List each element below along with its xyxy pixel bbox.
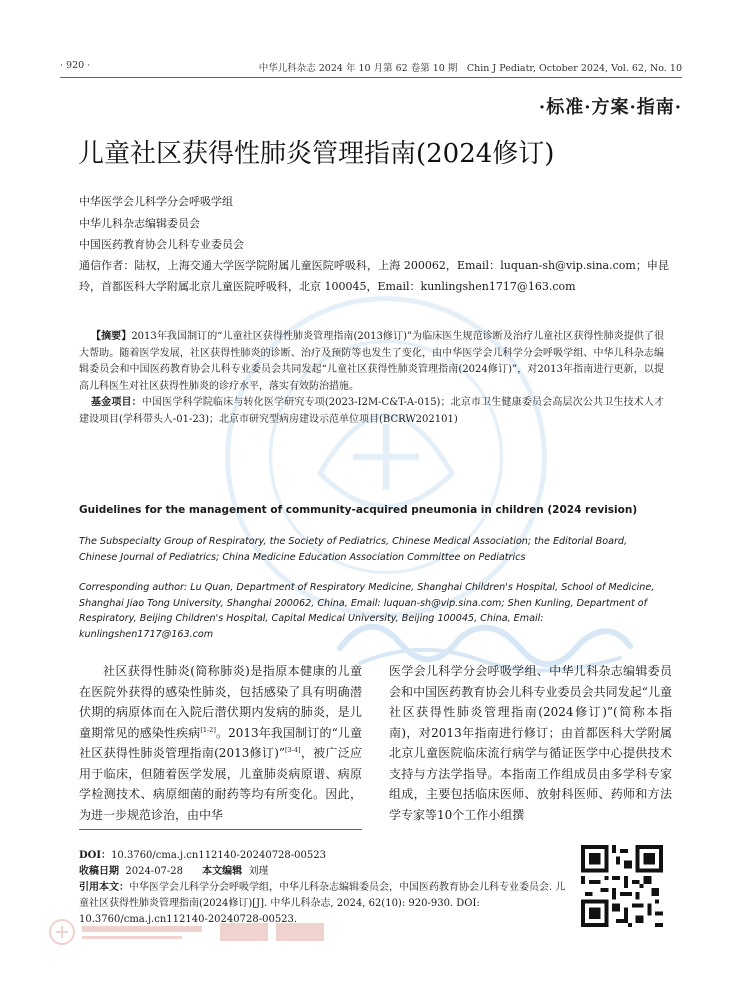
abstract (79, 329, 664, 428)
reference-marker[interactable]: [1-2] (200, 725, 216, 734)
english-title: Guidelines for the management of community-acquired pneumonia in children (2024 revision) (79, 504, 638, 516)
body-column-left (79, 661, 362, 825)
abstract-label: 【摘要】 (91, 331, 132, 342)
footer-rule (79, 829, 362, 830)
section-label: ·标准·方案·指南· (538, 97, 682, 118)
author-groups (79, 191, 549, 256)
funding-text: 中国医学科学院临床与转化医学研究专项(2023-I2M-C&T-A-015)；北京市卫生健康委员会高层次公共卫生技术人才建设项目(学科带头人-01-23)；北京市研究型病房建设示范单位项目(BCRW202101) (79, 397, 665, 425)
doi-value[interactable]: 10.3760/cma.j.cn112140-20240728-00523 (111, 850, 326, 861)
body-text: 社区获得性肺炎(简称肺炎)是指原本健康的儿童在医院外获得的感染性肺炎，包括感染了具有明确潜伏期的病原体而在入院后潜伏期内发病的肺炎，是儿童期常见的感染性疾病 (79, 664, 362, 740)
editor-label: 本文编辑 (202, 866, 243, 877)
received-label: 收稿日期 (79, 866, 119, 877)
abstract-text: 2013年我国制订的“儿童社区获得性肺炎管理指南(2013修订)”为临床医生规范诊断及治疗儿童社区获得性肺炎提供了很大帮助。随着医学发展，社区获得性肺炎的诊断、治疗及预防等也发生了变化，由中华医学会儿科学分会呼吸学组、中华儿科杂志编辑委员会和中国医药教育协会儿科专业委员会共同发起“儿童社区获得性肺炎管理指南(2024修订)”，对2013年指南进行更新，以提高儿科医生对社区获得性肺炎的诊疗水平，落实有效防治措施。 (79, 331, 664, 392)
citation-line (79, 880, 569, 928)
editor-name: 刘瑾 (248, 866, 269, 877)
article-title: 儿童社区获得性肺炎管理指南(2024修订) (78, 139, 555, 169)
doi-line (79, 848, 569, 864)
citation-label: 引用本文： (79, 882, 129, 893)
reference-marker[interactable]: [3-4] (285, 746, 301, 754)
author-group: 中华儿科杂志编辑委员会 (79, 216, 200, 230)
received-date: 2024-07-28 (125, 866, 184, 877)
page-number: · 920 · (60, 60, 91, 71)
body-column-right: 医学会儿科学分会呼吸学组、中华儿科杂志编辑委员会和中国医药教育协会儿科专业委员会共同发起“儿童社区获得性肺炎管理指南(2024修订)”(简称本指南)，对2013年指南进行修订；由首都医科大学附属北京儿童医院临床流行病学与循证医学中心提供技术支持与方法学指导。本指南工作组成员由多学科专家组成，主要包括临床医师、放射科医师、药师和方法学专家等10个工作小组撰 (389, 664, 672, 822)
funding-label: 基金项目： (91, 397, 142, 408)
abstract-paragraph (79, 329, 664, 395)
english-correspondence: Corresponding author: Lu Quan, Department of Respiratory Medicine, Shanghai Children's Hospital, School of Medicine, Shanghai Jiao Tong University, Shanghai 200062, China, Email: luquan-sh@vip.sina.com; Shen Kunling, Department of Respiratory, Beijing Children's Hospital, Capital Medical University, Beijing 100045, China, Email: kunlingshen1717@163.com (79, 582, 655, 640)
english-authors: The Subspecialty Group of Respiratory, the Society of Pediatrics, Chinese Medical Association; the Editorial Board, Chinese Journal of Pediatrics; China Medicine Education Association Committee on Pediatrics (79, 536, 628, 563)
article-footer (79, 848, 569, 928)
author-group: 中国医药教育协会儿科专业委员会 (79, 238, 244, 251)
body-text: 。2013年我国制订的“儿童社区获得性肺炎管理指南(2013修订)” (79, 725, 362, 760)
author-group: 中华医学会儿科学分会呼吸学组 (79, 195, 233, 208)
journal-citation-line: 中华儿科杂志 2024 年 10 月第 62 卷第 10 期 Chin J Pediatr, October 2024, Vol. 62, No. 10 (258, 63, 682, 74)
citation-text: 中华医学会儿科学分会呼吸学组，中华儿科杂志编辑委员会，中国医药教育协会儿科专业委员会. 儿童社区获得性肺炎管理指南(2024修订)[J]. 中华儿科杂志, 2024, 62(10): 920-930. DOI: 10.3760/cma.j.cn112140-20240728-00523. (79, 882, 566, 925)
qr-code-icon[interactable] (581, 845, 663, 927)
funding-paragraph (79, 395, 664, 428)
header-rule (60, 77, 682, 78)
doi-label: DOI： (79, 850, 112, 861)
body-text: ，被广泛应用于临床，但随着医学发展，儿童肺炎病原谱、病原学检测技术、病原细菌的耐药等均有所变化。因此，为进一步规范诊治，由中华 (79, 746, 362, 822)
received-line (79, 864, 569, 880)
running-header (60, 60, 682, 76)
correspondence: 通信作者：陆权，上海交通大学医学院附属儿童医院呼吸科，上海 200062，Email：luquan-sh@vip.sina.com；申昆玲，首都医科大学附属北京儿童医院呼吸科，北京 100045，Email：kunlingshen1717@163.com (79, 259, 669, 293)
